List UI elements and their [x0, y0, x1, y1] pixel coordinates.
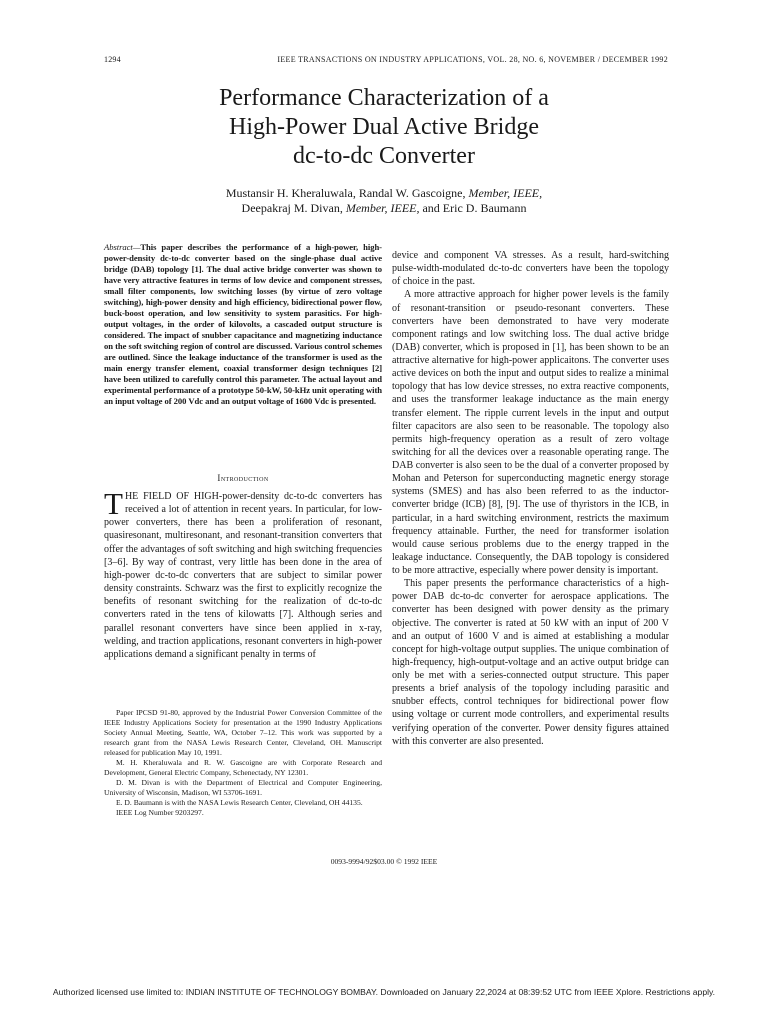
abstract [104, 242, 382, 407]
author-membership-2: Member, IEEE, [345, 201, 420, 215]
author-line-2 [100, 201, 668, 216]
abstract-lead: Abstract— [104, 242, 141, 252]
journal-header: IEEE TRANSACTIONS ON INDUSTRY APPLICATIONS, VOL. 28, NO. 6, NOVEMBER / DECEMBER 1992 [277, 55, 668, 64]
drop-cap: T [104, 486, 123, 521]
right-column [392, 249, 669, 748]
author-membership-1: Member, IEEE, [468, 186, 543, 200]
page-number: 1294 [104, 55, 121, 64]
footnote: D. M. Divan is with the Department of Electrical and Computer Engineering, University of Wisconsin, Madison, WI 53706-1691. [104, 778, 382, 797]
footnote: IEEE Log Number 9203297. [116, 808, 204, 817]
footnote: E. D. Baumann is with the NASA Lewis Research Center, Cleveland, OH 44135. [116, 798, 363, 807]
author-name-divan: Deepakraj M. Divan, [241, 201, 343, 215]
license-notice: Authorized licensed use limited to: INDIAN INSTITUTE OF TECHNOLOGY BOMBAY. Downloaded on January 22,2024 at 08:39:52 UTC from IEEE Xplore. Restrictions apply. [52, 987, 716, 997]
footnote: M. H. Kheraluwala and R. W. Gascoigne are with Corporate Research and Development, General Electric Company, Schenectady, NY 12301. [104, 758, 382, 777]
footnotes [104, 708, 382, 818]
body-paragraph: A more attractive approach for higher power levels is the family of resonant-transition or pseudo-resonant converters. These converters have been demonstrated to have very moderate component ratings and low switching loss. The dual active bridge (DAB) converter, which is proposed in [1], has been shown to be an attractive alternative for high-power applicaitons. The converter uses active devices on both the input and output sides to realize a minimal topology that has low device stresses, no extra reactive components, and uses the transformer leakage inductance as the main energy transfer element. The ripple current levels in the input and output filter capacitors are also seen to be reasonable. The topology also permits high-frequency operation as a result of zero voltage switching for all the devices over a reasonable operating range. The DAB converter is also seen to be the dual of a converter proposed by Mohan and Peterson for superconducting magnetic energy storage systems (SMES) and has also been referred to as the inductor-converter bridge (ICB) [8], [9]. The use of thyristors in the ICB, in particular, in a hard switching environment, restricts the maximum frequency attainable. Further, the need for transformer isolation would cause serious problems due to the energy trapped in the leakage inductance. Consequently, the DAB topology is considered to be more attractive, especially where power density is important. [392, 289, 669, 576]
body-paragraph: device and component VA stresses. As a result, hard-switching pulse-width-modulated dc-to-dc converters have been the topology of choice in the past. [392, 250, 669, 288]
introduction-body: HE FIELD OF HIGH-power-density dc-to-dc converters has received a lot of attention in recent years. In particular, for low-power converters, there has been a proliferation of resonant, quasiresonant, multiresonant, and resonant-transition converters that offer the advantages of soft switching and high switching frequencies [3–6]. By way of contrast, very little has been done in the area of high-power dc-to-dc converters that are subject to similar power density constraints. Schwarz was the first to explicitly recognize the benefits of resonant switching for the realization of dc-to-dc converters rated in the tens of kilowatts [7]. Although series and parallel resonant converters have since been applied in x-ray, welding, and traction applications, resonant converters in high-power applications demand a significant penalty in terms of [104, 491, 382, 660]
section-heading-introduction: Introduction [217, 473, 269, 483]
title-line-1: Performance Characterization of a [219, 85, 549, 111]
abstract-body: This paper describes the performance of a high-power, high-power-density dc-to-dc converter based on the single-phase dual active bridge (DAB) topology [1]. The dual active bridge converter was shown to have very attractive features in terms of low device and component stresses, small filter components, low switching losses (by virtue of zero voltage switching), high-power density and high efficiency, bidirectional power flow, buck-boost operation, and low sensitivity to system parasitics. For high-output voltages, in the order of kilovolts, a cascaded output structure is considered. The impact of snubber capacitance and magnetizing inductance on the soft switching region of control are discussed. Various control schemes are outlined. Since the leakage inductance of the transformer is used as the main energy transfer element, coaxial transformer design techniques [2] have been utilized to carefully control this parameter. The actual layout and experimental performance of a prototype 50-kW, 50-kHz unit operating with an input voltage of 200 Vdc and an output voltage of 1600 Vdc is presented. [104, 242, 382, 406]
introduction-paragraph [104, 486, 382, 661]
copyright-line: 0093-9994/92$03.00 © 1992 IEEE [330, 857, 438, 866]
author-list [100, 186, 668, 216]
author-names-2: and Eric D. Baumann [422, 201, 527, 215]
author-line-1 [100, 186, 668, 201]
author-names-1: Mustansir H. Kheraluwala, Randal W. Gascoigne, [225, 186, 466, 200]
paper-title [100, 84, 668, 171]
title-line-2: High-Power Dual Active Bridge [229, 114, 539, 140]
title-line-3: dc-to-dc Converter [293, 143, 475, 169]
footnote: Paper IPCSD 91-80, approved by the Industrial Power Conversion Committee of the IEEE Industry Applications Society for presentation at the 1990 Industry Applications Society Annual Meeting, Seattle, WA, October 7–12. This work was supported by a research grant from the NASA Lewis Research Center, Cleveland, OH. Manuscript released for publication May 10, 1991. [104, 708, 382, 757]
body-paragraph: This paper presents the performance characteristics of a high-power DAB dc-to-dc converter for aerospace applications. The converter has been designed with power density as the primary objective. The converter is rated at 50 kW with an input of 200 V and an output of 1600 V and is aimed at establishing a modular concept for high-voltage output supplies. The unique combination of high-frequency, high-output-voltage and an active output bridge can only be met with a series-connected output structure. This paper presents a brief analysis of the topology including parasitic and snubber effects, control techniques for bidirectional power flow using voltage or current mode controllers, and experimental results verifying operation of the converter. Power density figures attained with this converter are also presented. [392, 578, 669, 747]
